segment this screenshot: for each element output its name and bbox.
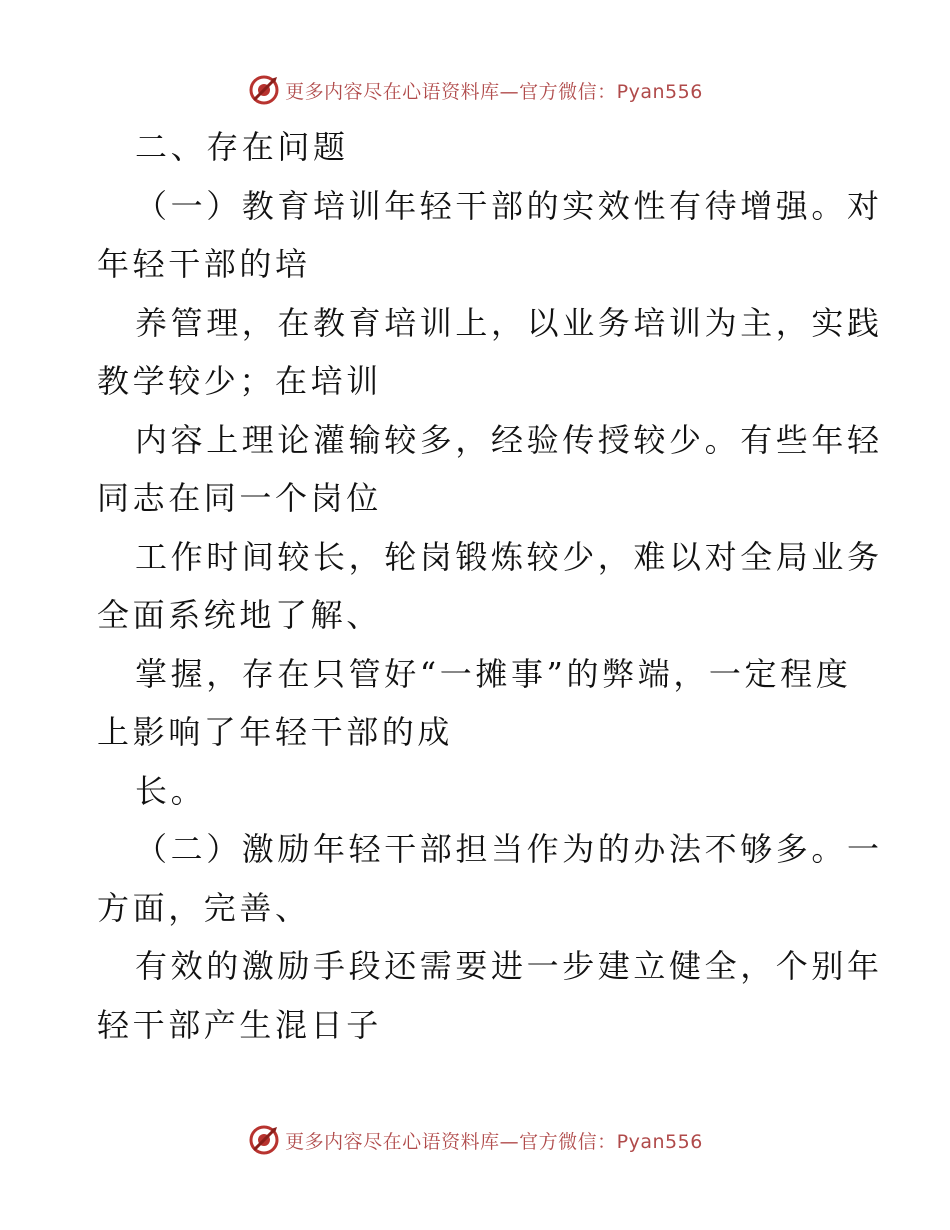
- document-body: [97, 118, 883, 1054]
- logo-icon: [247, 73, 281, 107]
- paragraph-line: （二）激励年轻干部担当作为的办法不够多。一: [135, 830, 883, 868]
- paragraph-line: 内容上理论灌输较多，经验传授较少。有些年轻: [135, 420, 883, 459]
- paragraph-line: 年轻干部的培: [97, 245, 311, 283]
- paragraph-line: 教学较少；在培训: [97, 362, 382, 400]
- paragraph-line: 掌握，存在只管好“一摊事”的弊端，一定程度: [135, 654, 852, 693]
- section-heading: 二、存在问题: [135, 128, 349, 166]
- paragraph-line: 工作时间较长，轮岗锻炼较少，难以对全局业务: [135, 537, 883, 576]
- paragraph-line: 养管理，在教育培训上，以业务培训为主，实践: [135, 303, 883, 342]
- header-banner-text: 更多内容尽在心语资料库—官方微信：Pyan556: [285, 80, 703, 103]
- paragraph-line: 同志在同一个岗位: [97, 479, 382, 517]
- footer-banner: [0, 1120, 950, 1160]
- paragraph-line: 有效的激励手段还需要进一步建立健全，个别年: [135, 947, 883, 985]
- paragraph-line: 轻干部产生混日子: [97, 1005, 382, 1044]
- paragraph-line: 上影响了年轻干部的成: [97, 713, 454, 751]
- paragraph-line: 方面，完善、: [97, 888, 311, 927]
- header-banner: [0, 70, 950, 110]
- paragraph-line: 全面系统地了解、: [97, 596, 382, 634]
- paragraph-line: 长。: [135, 771, 207, 810]
- footer-banner-text: 更多内容尽在心语资料库—官方微信：Pyan556: [285, 1130, 703, 1153]
- paragraph-line: （一）教育培训年轻干部的实效性有待增强。对: [135, 186, 883, 225]
- logo-icon: [247, 1123, 281, 1157]
